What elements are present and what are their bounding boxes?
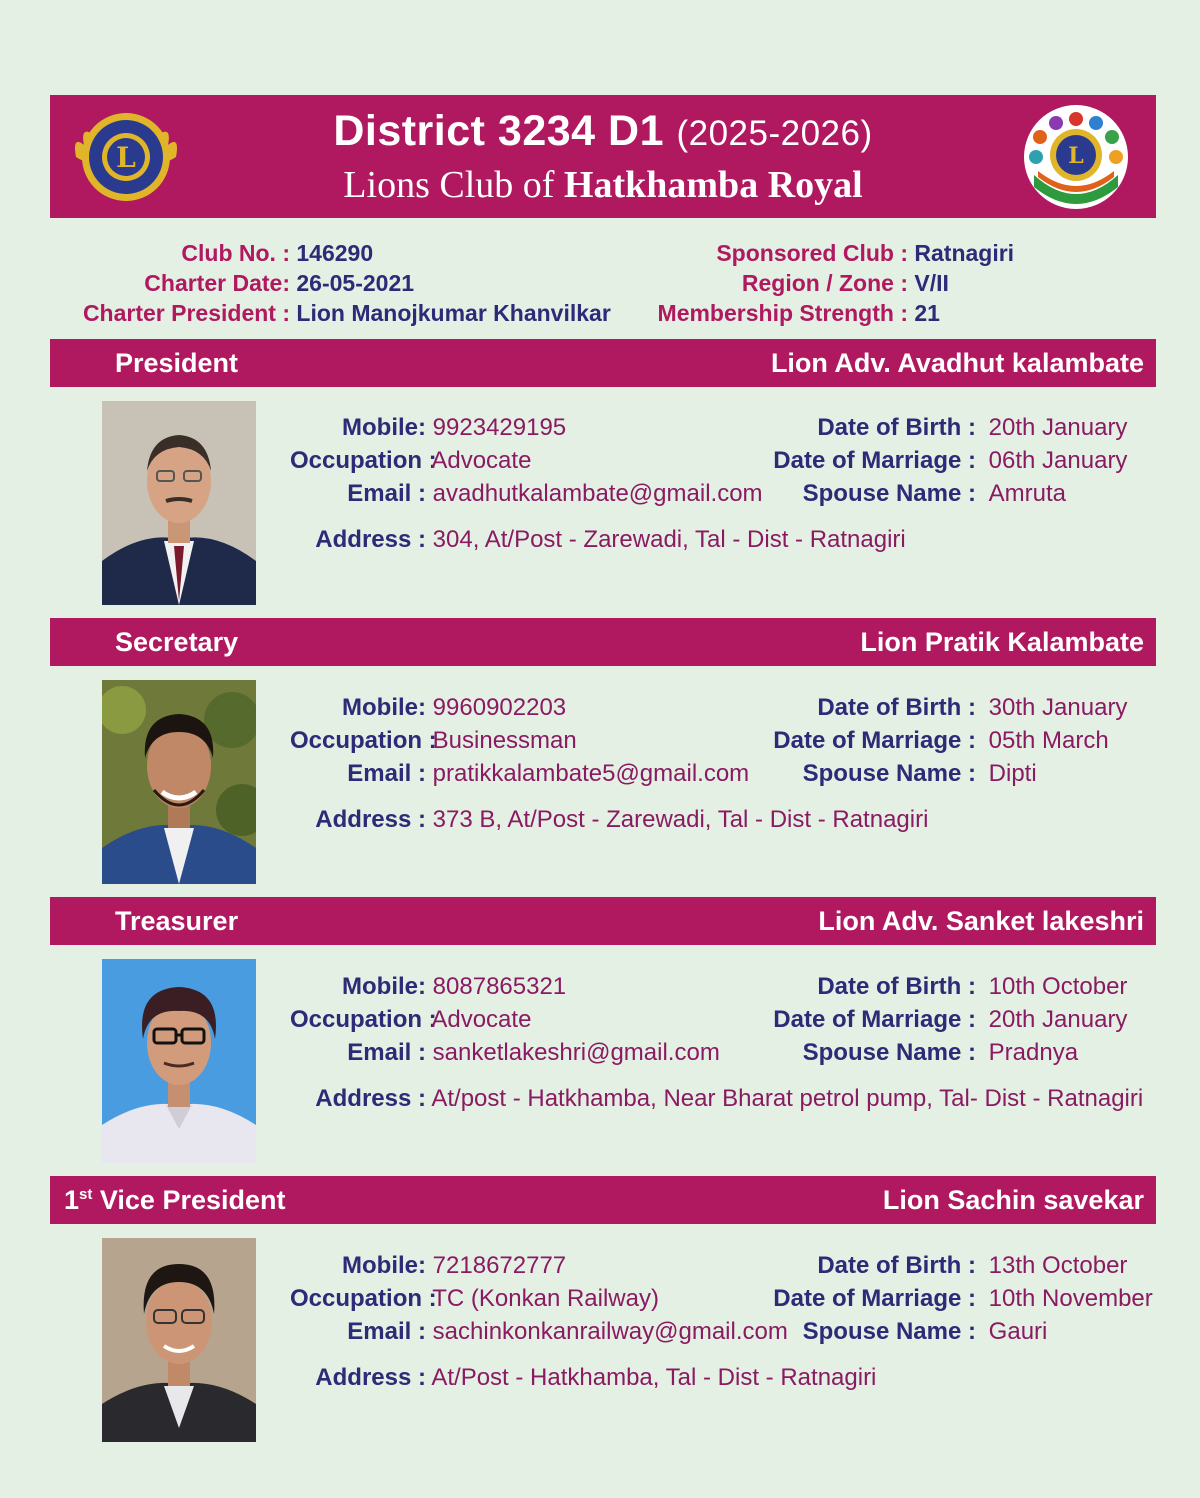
spouse-row (770, 760, 1037, 788)
officer-photo-treasurer (102, 959, 256, 1163)
occupation-row (290, 1285, 659, 1313)
mobile-row (290, 973, 566, 1001)
mobile-row (290, 414, 566, 442)
occupation-label: Occupation : (290, 727, 437, 754)
dob-value: 20th January (988, 414, 1128, 441)
occupation-value: TC (Konkan Railway) (432, 1285, 659, 1312)
header-banner (50, 95, 1156, 218)
dob-label: Date of Birth : (817, 973, 976, 1000)
address-label: Address : (315, 806, 426, 833)
email-label: Email : (347, 1318, 426, 1345)
email-value: sanketlakeshri@gmail.com (432, 1039, 720, 1066)
dom-label: Date of Marriage : (773, 727, 976, 754)
dom-label: Date of Marriage : (773, 447, 976, 474)
dob-label: Date of Birth : (817, 1252, 976, 1279)
occupation-row (290, 727, 577, 755)
email-label: Email : (347, 1039, 426, 1066)
officer-name: Lion Pratik Kalambate (860, 627, 1144, 657)
club-prefix: Lions Club of (343, 164, 555, 206)
role-ordinal: st (79, 1186, 93, 1203)
occupation-value: Advocate (431, 1006, 532, 1033)
club-number-row (80, 238, 611, 268)
sponsored-club-row (640, 238, 1014, 268)
mobile-label: Mobile: (342, 973, 426, 1000)
occupation-label: Occupation : (290, 447, 437, 474)
officer-bar-treasurer (50, 897, 1156, 945)
club-info-left (80, 238, 611, 328)
dob-row (770, 973, 1127, 1001)
info-label: Sponsored Club : (716, 240, 908, 266)
district-title (50, 107, 1156, 156)
dob-row (770, 1252, 1127, 1280)
email-row (290, 1039, 720, 1067)
club-name: Hatkhamba Royal (563, 164, 863, 206)
svg-text:L: L (116, 141, 136, 174)
spouse-value: Dipti (988, 760, 1037, 787)
spouse-row (770, 1318, 1047, 1346)
mobile-value: 9923429195 (432, 414, 567, 441)
address-value: 304, At/Post - Zarewadi, Tal - Dist - Ratnagiri (432, 526, 906, 553)
spouse-value: Amruta (988, 480, 1067, 507)
spouse-row (770, 1039, 1078, 1067)
spouse-label: Spouse Name : (802, 480, 976, 507)
spouse-label: Spouse Name : (802, 760, 976, 787)
info-label: Charter President : (82, 300, 290, 326)
email-row (290, 760, 749, 788)
officer-bar-secretary (50, 618, 1156, 666)
info-value: V/II (914, 270, 949, 296)
occupation-label: Occupation : (290, 1285, 437, 1312)
address-row (290, 1085, 1143, 1113)
officer-details-vice-president (290, 1252, 1170, 1412)
officer-photo-vice-president (102, 1238, 256, 1442)
dom-value: 06th January (988, 447, 1128, 474)
dom-value: 20th January (988, 1006, 1128, 1033)
info-label: Charter Date: (144, 270, 290, 296)
address-row (290, 526, 906, 554)
info-label: Club No. : (181, 240, 290, 266)
spouse-label: Spouse Name : (802, 1039, 976, 1066)
officer-role: President (115, 348, 239, 378)
dom-value: 05th March (988, 727, 1109, 754)
address-label: Address : (315, 1085, 426, 1112)
dom-row (770, 727, 1109, 755)
mobile-label: Mobile: (342, 414, 426, 441)
mobile-row (290, 694, 566, 722)
address-row (290, 1364, 876, 1392)
info-value: Lion Manojkumar Khanvilkar (296, 300, 611, 326)
dom-row (770, 447, 1127, 475)
dom-label: Date of Marriage : (773, 1006, 976, 1033)
dob-row (770, 694, 1127, 722)
address-label: Address : (315, 526, 426, 553)
officer-role (64, 1185, 286, 1216)
email-row (290, 1318, 788, 1346)
dom-label: Date of Marriage : (773, 1285, 976, 1312)
officer-photo-president (102, 401, 256, 605)
officer-role: Secretary (115, 627, 239, 657)
dob-value: 30th January (988, 694, 1128, 721)
mobile-label: Mobile: (342, 1252, 426, 1279)
officer-photo-secretary (102, 680, 256, 884)
club-title (50, 163, 1156, 207)
occupation-value: Businessman (432, 727, 577, 754)
mobile-value: 8087865321 (432, 973, 567, 1000)
region-zone-row (640, 268, 1014, 298)
charter-date-row (80, 268, 611, 298)
address-value: At/Post - Hatkhamba, Tal - Dist - Ratnagiri (431, 1364, 877, 1391)
officer-details-president (290, 414, 1170, 574)
dob-value: 10th October (988, 973, 1128, 1000)
dob-label: Date of Birth : (817, 694, 976, 721)
info-value: 146290 (296, 240, 374, 266)
dom-value: 10th November (988, 1285, 1153, 1312)
district-year: (2025-2026) (676, 114, 873, 153)
email-value: pratikkalambate5@gmail.com (432, 760, 750, 787)
officer-details-secretary (290, 694, 1170, 854)
email-row (290, 480, 763, 508)
occupation-row (290, 447, 531, 475)
address-row (290, 806, 928, 834)
info-label: Region / Zone : (741, 270, 908, 296)
officer-details-treasurer (290, 973, 1170, 1133)
address-value: 373 B, At/Post - Zarewadi, Tal - Dist - Ratnagiri (432, 806, 929, 833)
address-value: At/post - Hatkhamba, Near Bharat petrol pump, Tal- Dist - Ratnagiri (431, 1085, 1144, 1112)
dob-value: 13th October (988, 1252, 1128, 1279)
info-value: 26-05-2021 (296, 270, 415, 296)
officer-name: Lion Adv. Avadhut kalambate (770, 348, 1144, 378)
mobile-value: 9960902203 (432, 694, 567, 721)
email-label: Email : (347, 480, 426, 507)
spouse-value: Gauri (988, 1318, 1048, 1345)
address-label: Address : (315, 1364, 426, 1391)
dom-row (770, 1285, 1153, 1313)
officer-role: Treasurer (115, 906, 239, 936)
occupation-label: Occupation : (290, 1006, 437, 1033)
spouse-row (770, 480, 1066, 508)
spouse-value: Pradnya (988, 1039, 1079, 1066)
dob-label: Date of Birth : (817, 414, 976, 441)
info-value: Ratnagiri (914, 240, 1015, 266)
email-value: avadhutkalambate@gmail.com (432, 480, 763, 507)
role-title: Vice President (99, 1185, 286, 1215)
officer-name: Lion Sachin savekar (882, 1185, 1144, 1215)
district-emblem-logo (1020, 101, 1132, 213)
email-label: Email : (347, 760, 426, 787)
mobile-label: Mobile: (342, 694, 426, 721)
info-value: 21 (914, 300, 940, 326)
svg-text:L: L (1068, 143, 1084, 169)
mobile-row (290, 1252, 566, 1280)
spouse-label: Spouse Name : (802, 1318, 976, 1345)
charter-president-row (80, 298, 611, 328)
mobile-value: 7218672777 (432, 1252, 567, 1279)
membership-strength-row (640, 298, 1014, 328)
dob-row (770, 414, 1127, 442)
occupation-row (290, 1006, 531, 1034)
info-label: Membership Strength : (657, 300, 908, 326)
email-value: sachinkonkanrailway@gmail.com (432, 1318, 788, 1345)
club-info-right (640, 238, 1014, 328)
district-name: District 3234 D1 (333, 107, 664, 155)
role-number: 1 (64, 1185, 80, 1215)
officer-bar-vice-president (50, 1176, 1156, 1224)
officer-name: Lion Adv. Sanket lakeshri (818, 906, 1144, 936)
dom-row (770, 1006, 1127, 1034)
occupation-value: Advocate (431, 447, 532, 474)
officer-bar-president (50, 339, 1156, 387)
